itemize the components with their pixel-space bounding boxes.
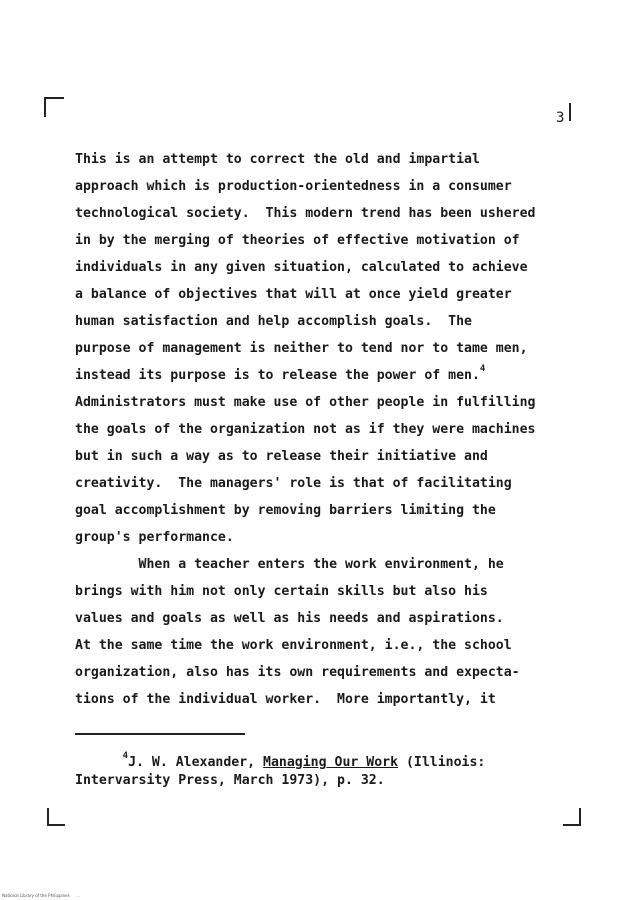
text-line: At the same time the work environment, i.e., the school xyxy=(75,638,512,653)
corner-mark-top-left xyxy=(44,97,64,99)
footnote-reference: 4 xyxy=(479,364,486,374)
text-line xyxy=(75,362,585,389)
text-line: in by the merging of theories of effective motivation of xyxy=(75,233,520,248)
body-text xyxy=(75,146,585,713)
footnote xyxy=(75,751,595,790)
text-line: values and goals as well as his needs and aspirations. xyxy=(75,611,504,626)
text-line: creativity. The managers' role is that of facilitating xyxy=(75,476,512,491)
footnote-publisher-start: (Illinois: xyxy=(398,755,486,770)
text-line: the goals of the organization not as if they were machines xyxy=(75,422,536,437)
text-line: purpose of management is neither to tend nor to tame men, xyxy=(75,341,528,356)
text-line: a balance of objectives that will at once yield greater xyxy=(75,287,512,302)
text-line: technological society. This modern trend has been ushered xyxy=(75,206,536,221)
text-line: When a teacher enters the work environment, he xyxy=(75,557,504,572)
text-line: organization, also has its own requirements and expecta- xyxy=(75,665,520,680)
page-number: 3 xyxy=(556,110,565,126)
text-line: human satisfaction and help accomplish goals. The xyxy=(75,314,472,329)
corner-mark-bottom-left xyxy=(47,824,65,826)
footnote-divider xyxy=(75,733,245,735)
text-line: approach which is production-orientedness in a consumer xyxy=(75,179,512,194)
footnote-line: Intervarsity Press, March 1973), p. 32. xyxy=(75,773,385,788)
footnote-author: J. W. Alexander, xyxy=(128,755,264,770)
footnote-title: Managing Our Work xyxy=(263,755,399,770)
corner-mark-top-left xyxy=(44,97,46,117)
text-line: but in such a way as to release their initiative and xyxy=(75,449,488,464)
corner-mark-top-right xyxy=(569,103,571,121)
text-line: group's performance. xyxy=(75,530,234,545)
text-line-content: instead its purpose is to release the power of men. xyxy=(75,368,480,383)
text-line: individuals in any given situation, calculated to achieve xyxy=(75,260,528,275)
text-line: Administrators must make use of other people in fulfilling xyxy=(75,395,536,410)
archive-label: National Library of the Philippines ... xyxy=(2,893,80,898)
corner-mark-bottom-right xyxy=(563,824,581,826)
footnote-line xyxy=(75,751,595,772)
text-line: goal accomplishment by removing barriers limiting the xyxy=(75,503,496,518)
text-line: brings with him not only certain skills but also his xyxy=(75,584,488,599)
text-line: tions of the individual worker. More importantly, it xyxy=(75,692,496,707)
footnote-marker: 4 xyxy=(122,751,129,761)
text-line: This is an attempt to correct the old and impartial xyxy=(75,152,480,167)
